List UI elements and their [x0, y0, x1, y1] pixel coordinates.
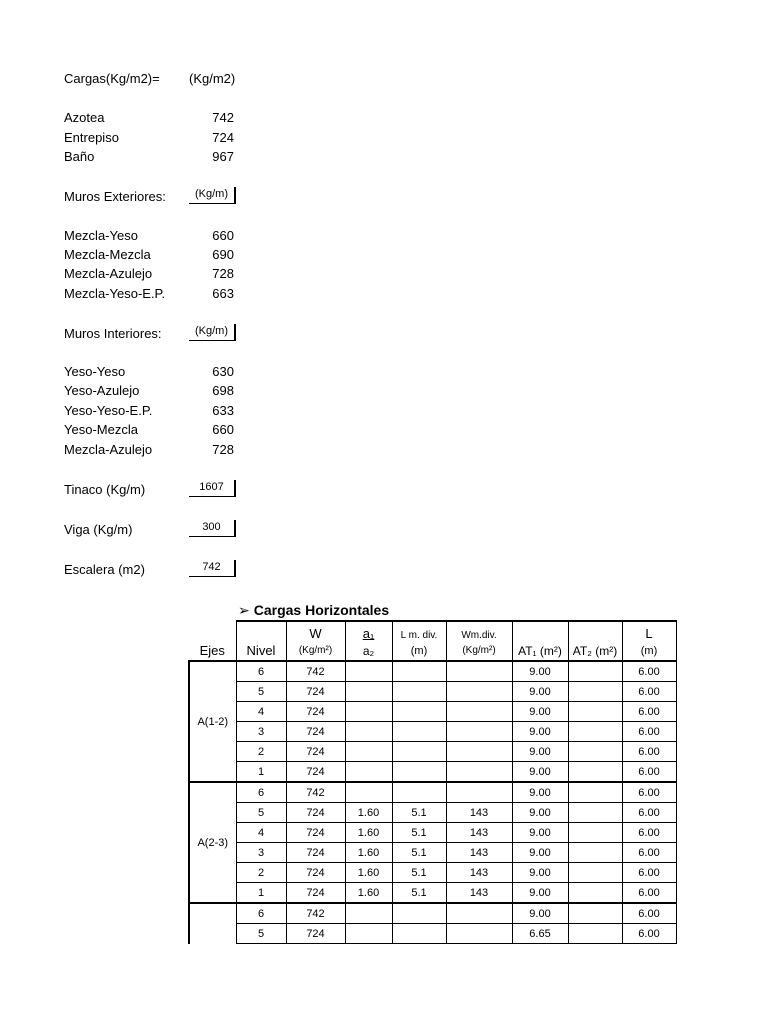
ldiv-cell: 5.1: [392, 803, 446, 823]
table-row: [189, 863, 676, 883]
at1-cell: 9.00: [512, 762, 568, 783]
ldiv-cell: 5.1: [392, 883, 446, 904]
w-cell: 724: [286, 843, 345, 863]
at2-cell: [568, 903, 622, 924]
tinaco-value: 1607: [189, 480, 236, 497]
ldiv-cell: [392, 782, 446, 803]
muros-ext-item-value: 690: [212, 247, 234, 262]
ldiv-cell: 5.1: [392, 843, 446, 863]
header-w-top: W: [286, 621, 345, 641]
ldiv-cell: [392, 924, 446, 944]
at2-cell: [568, 722, 622, 742]
cargas-item-value: 967: [212, 149, 234, 164]
table-title-text: Cargas Horizontales: [253, 602, 390, 618]
l-cell: 6.00: [622, 782, 676, 803]
muros-ext-item-value: 728: [212, 266, 234, 281]
at2-cell: [568, 803, 622, 823]
cargas-item-name: Entrepiso: [64, 130, 119, 145]
header-at2-top: [568, 621, 622, 641]
a-cell: [345, 722, 392, 742]
at2-cell: [568, 843, 622, 863]
header-a2: a₂: [345, 641, 392, 661]
w-cell: 724: [286, 883, 345, 904]
at1-cell: 9.00: [512, 661, 568, 682]
ldiv-cell: [392, 661, 446, 682]
table-row: [189, 722, 676, 742]
nivel-cell: 6: [236, 782, 286, 803]
at2-cell: [568, 742, 622, 762]
muros-ext-item-name: Mezcla-Yeso-E.P.: [64, 286, 166, 301]
at1-cell: 6.65: [512, 924, 568, 944]
wdiv-cell: [446, 924, 512, 944]
muros-int-item-name: Yeso-Yeso: [64, 364, 126, 379]
muros-int-item-value: 633: [212, 403, 234, 418]
escalera-value: 742: [189, 560, 236, 577]
header-l-unit: (m): [622, 641, 676, 661]
muros-int-item-name: Yeso-Mezcla: [64, 422, 138, 437]
wdiv-cell: 143: [446, 823, 512, 843]
muros-int-item-value: 698: [212, 383, 234, 398]
header-at2: AT₂ (m²): [568, 641, 622, 661]
header-ejes-top: [189, 621, 236, 641]
at2-cell: [568, 863, 622, 883]
l-cell: 6.00: [622, 803, 676, 823]
at1-cell: 9.00: [512, 782, 568, 803]
at2-cell: [568, 883, 622, 904]
nivel-cell: 3: [236, 843, 286, 863]
header-ldiv-top: L m. div.: [392, 621, 446, 641]
ldiv-cell: [392, 903, 446, 924]
at1-cell: 9.00: [512, 883, 568, 904]
tinaco-label: Tinaco (Kg/m): [64, 482, 146, 497]
header-nivel-top: [236, 621, 286, 641]
muros-int-item-value: 660: [212, 422, 234, 437]
nivel-cell: 1: [236, 883, 286, 904]
nivel-cell: 1: [236, 762, 286, 783]
wdiv-cell: [446, 742, 512, 762]
header-wdiv-top: Wm.div.: [446, 621, 512, 641]
at1-cell: 9.00: [512, 682, 568, 702]
at1-cell: 9.00: [512, 722, 568, 742]
wdiv-cell: 143: [446, 803, 512, 823]
header-nivel: Nivel: [236, 641, 286, 661]
table-row: [189, 803, 676, 823]
nivel-cell: 5: [236, 682, 286, 702]
table-body: [189, 661, 676, 944]
table-row: [189, 742, 676, 762]
a-cell: [345, 782, 392, 803]
header-w-unit: (Kg/m²): [286, 641, 345, 661]
muros-ext-item-name: Mezcla-Mezcla: [64, 247, 151, 262]
a-cell: 1.60: [345, 823, 392, 843]
wdiv-cell: [446, 722, 512, 742]
l-cell: 6.00: [622, 742, 676, 762]
header-ldiv-unit: (m): [392, 641, 446, 661]
at2-cell: [568, 924, 622, 944]
w-cell: 724: [286, 762, 345, 783]
muros-int-item-name: Yeso-Yeso-E.P.: [64, 403, 153, 418]
muros-int-unit: (Kg/m): [189, 324, 236, 341]
eje-cell: A(2-3): [189, 782, 236, 903]
arrow-bullet-icon: ➢: [238, 602, 250, 618]
l-cell: 6.00: [622, 843, 676, 863]
header-ejes: Ejes: [189, 641, 236, 661]
a-cell: 1.60: [345, 863, 392, 883]
nivel-cell: 5: [236, 803, 286, 823]
ldiv-cell: [392, 702, 446, 722]
header-a-top: a₁: [345, 621, 392, 641]
w-cell: 724: [286, 702, 345, 722]
l-cell: 6.00: [622, 682, 676, 702]
w-cell: 742: [286, 782, 345, 803]
cargas-unit: (Kg/m2): [189, 71, 236, 86]
table-row: [189, 702, 676, 722]
muros-ext-item-value: 660: [212, 228, 234, 243]
cargas-horizontales-table: [188, 620, 677, 944]
wdiv-cell: [446, 903, 512, 924]
l-cell: 6.00: [622, 762, 676, 783]
header-wdiv-unit: (Kg/m²): [446, 641, 512, 661]
w-cell: 742: [286, 903, 345, 924]
nivel-cell: 5: [236, 924, 286, 944]
a-cell: [345, 903, 392, 924]
a-cell: [345, 762, 392, 783]
cargas-item-value: 742: [212, 110, 234, 125]
nivel-cell: 2: [236, 742, 286, 762]
l-cell: 6.00: [622, 823, 676, 843]
nivel-cell: 3: [236, 722, 286, 742]
at1-cell: 9.00: [512, 863, 568, 883]
w-cell: 742: [286, 661, 345, 682]
muros-ext-item-name: Mezcla-Azulejo: [64, 266, 153, 281]
ldiv-cell: [392, 682, 446, 702]
w-cell: 724: [286, 682, 345, 702]
at1-cell: 9.00: [512, 803, 568, 823]
wdiv-cell: 143: [446, 843, 512, 863]
wdiv-cell: [446, 762, 512, 783]
l-cell: 6.00: [622, 661, 676, 682]
muros-int-item-name: Yeso-Azulejo: [64, 383, 140, 398]
cargas-label: Cargas(Kg/m2)=: [64, 71, 160, 86]
table-row: [189, 682, 676, 702]
at2-cell: [568, 762, 622, 783]
wdiv-cell: [446, 682, 512, 702]
a-cell: [345, 924, 392, 944]
nivel-cell: 4: [236, 823, 286, 843]
ldiv-cell: 5.1: [392, 823, 446, 843]
ldiv-cell: 5.1: [392, 863, 446, 883]
l-cell: 6.00: [622, 924, 676, 944]
nivel-cell: 6: [236, 903, 286, 924]
ldiv-cell: [392, 722, 446, 742]
w-cell: 724: [286, 803, 345, 823]
w-cell: 724: [286, 863, 345, 883]
header-l-top: L: [622, 621, 676, 641]
cargas-item-name: Baño: [64, 149, 95, 164]
table-row: [189, 762, 676, 783]
wdiv-cell: 143: [446, 883, 512, 904]
muros-ext-item-value: 663: [212, 286, 234, 301]
w-cell: 724: [286, 722, 345, 742]
a-cell: [345, 661, 392, 682]
table-title: [238, 602, 389, 619]
muros-int-item-value: 728: [212, 442, 234, 457]
muros-ext-item-name: Mezcla-Yeso: [64, 228, 138, 243]
a-cell: [345, 742, 392, 762]
at2-cell: [568, 782, 622, 803]
wdiv-cell: [446, 702, 512, 722]
a-cell: 1.60: [345, 803, 392, 823]
table-row: [189, 883, 676, 904]
viga-label: Viga (Kg/m): [64, 522, 133, 537]
viga-value: 300: [189, 520, 236, 537]
a-cell: [345, 682, 392, 702]
eje-cell: A(1-2): [189, 661, 236, 782]
w-cell: 724: [286, 742, 345, 762]
muros-ext-unit: (Kg/m): [189, 187, 236, 204]
wdiv-cell: 143: [446, 863, 512, 883]
muros-int-item-name: Mezcla-Azulejo: [64, 442, 153, 457]
muros-int-label: Muros Interiores:: [64, 326, 162, 341]
cargas-item-value: 724: [212, 130, 234, 145]
table-row: [189, 823, 676, 843]
a-cell: 1.60: [345, 843, 392, 863]
at2-cell: [568, 702, 622, 722]
at2-cell: [568, 682, 622, 702]
w-cell: 724: [286, 924, 345, 944]
at2-cell: [568, 823, 622, 843]
ldiv-cell: [392, 742, 446, 762]
nivel-cell: 6: [236, 661, 286, 682]
at1-cell: 9.00: [512, 903, 568, 924]
at1-cell: 9.00: [512, 742, 568, 762]
a-cell: [345, 702, 392, 722]
w-cell: 724: [286, 823, 345, 843]
header-at1-top: [512, 621, 568, 641]
eje-cell: [189, 903, 236, 944]
ldiv-cell: [392, 762, 446, 783]
nivel-cell: 4: [236, 702, 286, 722]
nivel-cell: 2: [236, 863, 286, 883]
cargas-item-name: Azotea: [64, 110, 105, 125]
l-cell: 6.00: [622, 863, 676, 883]
at1-cell: 9.00: [512, 702, 568, 722]
l-cell: 6.00: [622, 903, 676, 924]
at2-cell: [568, 661, 622, 682]
l-cell: 6.00: [622, 883, 676, 904]
header-at1: AT₁ (m²): [512, 641, 568, 661]
table-row: [189, 924, 676, 944]
escalera-label: Escalera (m2): [64, 562, 145, 577]
l-cell: 6.00: [622, 702, 676, 722]
at1-cell: 9.00: [512, 843, 568, 863]
wdiv-cell: [446, 661, 512, 682]
table-row: [189, 903, 676, 924]
table-row: [189, 782, 676, 803]
wdiv-cell: [446, 782, 512, 803]
table-row: [189, 661, 676, 682]
table-row: [189, 843, 676, 863]
l-cell: 6.00: [622, 722, 676, 742]
a-cell: 1.60: [345, 883, 392, 904]
muros-int-item-value: 630: [212, 364, 234, 379]
at1-cell: 9.00: [512, 823, 568, 843]
muros-ext-label: Muros Exteriores:: [64, 189, 166, 204]
